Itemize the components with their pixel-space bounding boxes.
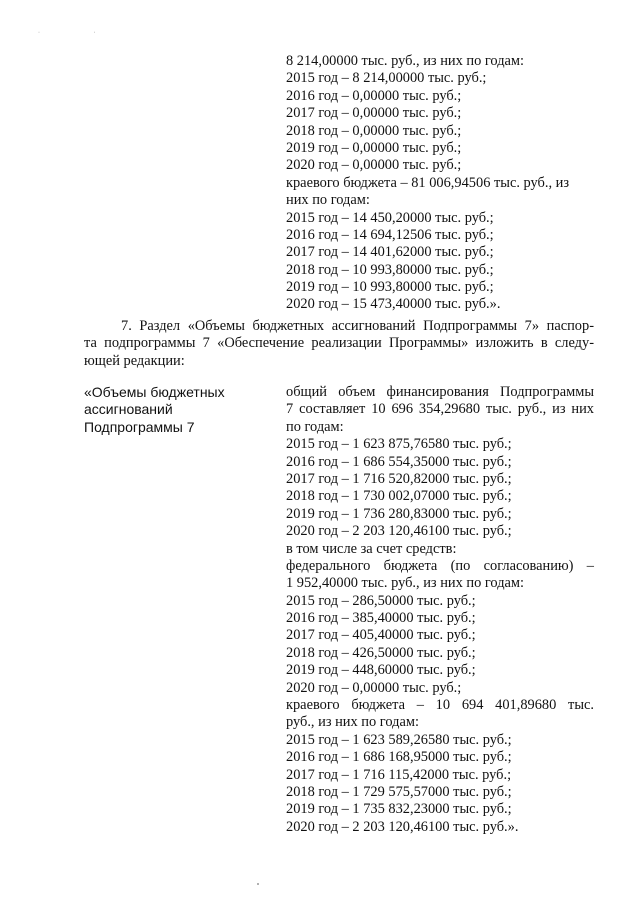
label-line: ассигнований: [84, 401, 173, 418]
text-line: 2016 год – 0,00000 тыс. руб.;: [286, 87, 462, 104]
text-line: 2020 год – 2 203 120,46100 тыс. руб.;: [286, 523, 512, 540]
text-line: 2016 год – 385,40000 тыс. руб.;: [286, 610, 476, 627]
text-line: 2018 год – 0,00000 тыс. руб.;: [286, 122, 462, 139]
text-line: 8 214,00000 тыс. руб., из них по годам:: [286, 53, 525, 69]
text-line: ющей редакции:: [84, 352, 185, 369]
text-line: 7 составляет 10 696 354,29680 тыс. руб., из них: [286, 401, 594, 418]
label-line: «Объемы бюджетных: [84, 384, 225, 400]
text-line: 2015 год – 14 450,20000 тыс. руб.;: [286, 209, 494, 226]
text-line: них по годам:: [286, 192, 370, 209]
text-line: 7. Раздел «Объемы бюджетных ассигнований Подпрограммы 7» паспор-: [121, 318, 594, 334]
text-line: краевого бюджета – 10 694 401,89680 тыс.: [286, 697, 594, 714]
text-line: 2020 год – 0,00000 тыс. руб.;: [286, 157, 462, 174]
funding-continuation-block: [286, 53, 594, 314]
text-line: краевого бюджета – 81 006,94506 тыс. руб., из: [286, 174, 570, 191]
text-line: 2018 год – 1 730 002,07000 тыс. руб.;: [286, 488, 512, 505]
text-line: 2015 год – 286,50000 тыс. руб.;: [286, 592, 476, 609]
text-line: 2016 год – 14 694,12506 тыс. руб.;: [286, 226, 494, 243]
text-line: 2015 год – 1 623 589,26580 тыс. руб.;: [286, 731, 512, 748]
scan-specks: · ·: [38, 30, 122, 36]
text-line: 2020 год – 2 203 120,46100 тыс. руб.».: [286, 818, 519, 835]
text-line: 2015 год – 8 214,00000 тыс. руб.;: [286, 70, 487, 87]
text-line: 2017 год – 1 716 520,82000 тыс. руб.;: [286, 470, 512, 487]
passport-value-column: [286, 384, 594, 836]
text-line: 2020 год – 15 473,40000 тыс. руб.».: [286, 296, 501, 313]
text-line: 2018 год – 10 993,80000 тыс. руб.;: [286, 261, 494, 278]
text-line: 2019 год – 0,00000 тыс. руб.;: [286, 139, 462, 156]
text-line: 2015 год – 1 623 875,76580 тыс. руб.;: [286, 436, 512, 453]
passport-label-column: [84, 384, 274, 436]
text-line: 2019 год – 10 993,80000 тыс. руб.;: [286, 279, 494, 296]
text-line: общий объем финансирования Подпрограммы: [286, 384, 594, 400]
section-7-paragraph: [84, 318, 594, 370]
text-line: в том числе за счет средств:: [286, 540, 457, 557]
text-line: 2017 год – 1 716 115,42000 тыс. руб.;: [286, 766, 512, 783]
text-line: руб., из них по годам:: [286, 714, 419, 731]
text-line: 1 952,40000 тыс. руб., из них по годам:: [286, 575, 525, 592]
text-line: по годам:: [286, 418, 344, 435]
text-line: та подпрограммы 7 «Обеспечение реализации Программы» изложить в следу-: [84, 335, 594, 352]
text-line: 2016 год – 1 686 554,35000 тыс. руб.;: [286, 453, 512, 470]
text-line: 2017 год – 405,40000 тыс. руб.;: [286, 627, 476, 644]
text-line: 2019 год – 1 735 832,23000 тыс. руб.;: [286, 801, 512, 818]
text-line: 2017 год – 14 401,62000 тыс. руб.;: [286, 244, 494, 261]
text-line: 2016 год – 1 686 168,95000 тыс. руб.;: [286, 749, 512, 766]
text-line: 2019 год – 448,60000 тыс. руб.;: [286, 662, 476, 679]
text-line: 2019 год – 1 736 280,83000 тыс. руб.;: [286, 505, 512, 522]
text-line: 2020 год – 0,00000 тыс. руб.;: [286, 679, 462, 696]
text-line: 2018 год – 1 729 575,57000 тыс. руб.;: [286, 783, 512, 800]
text-line: 2017 год – 0,00000 тыс. руб.;: [286, 105, 462, 122]
label-line: Подпрограммы 7: [84, 418, 195, 435]
scan-speck: [257, 883, 259, 885]
text-line: федерального бюджета (по согласованию) –: [286, 557, 594, 574]
text-line: 2018 год – 426,50000 тыс. руб.;: [286, 644, 476, 661]
